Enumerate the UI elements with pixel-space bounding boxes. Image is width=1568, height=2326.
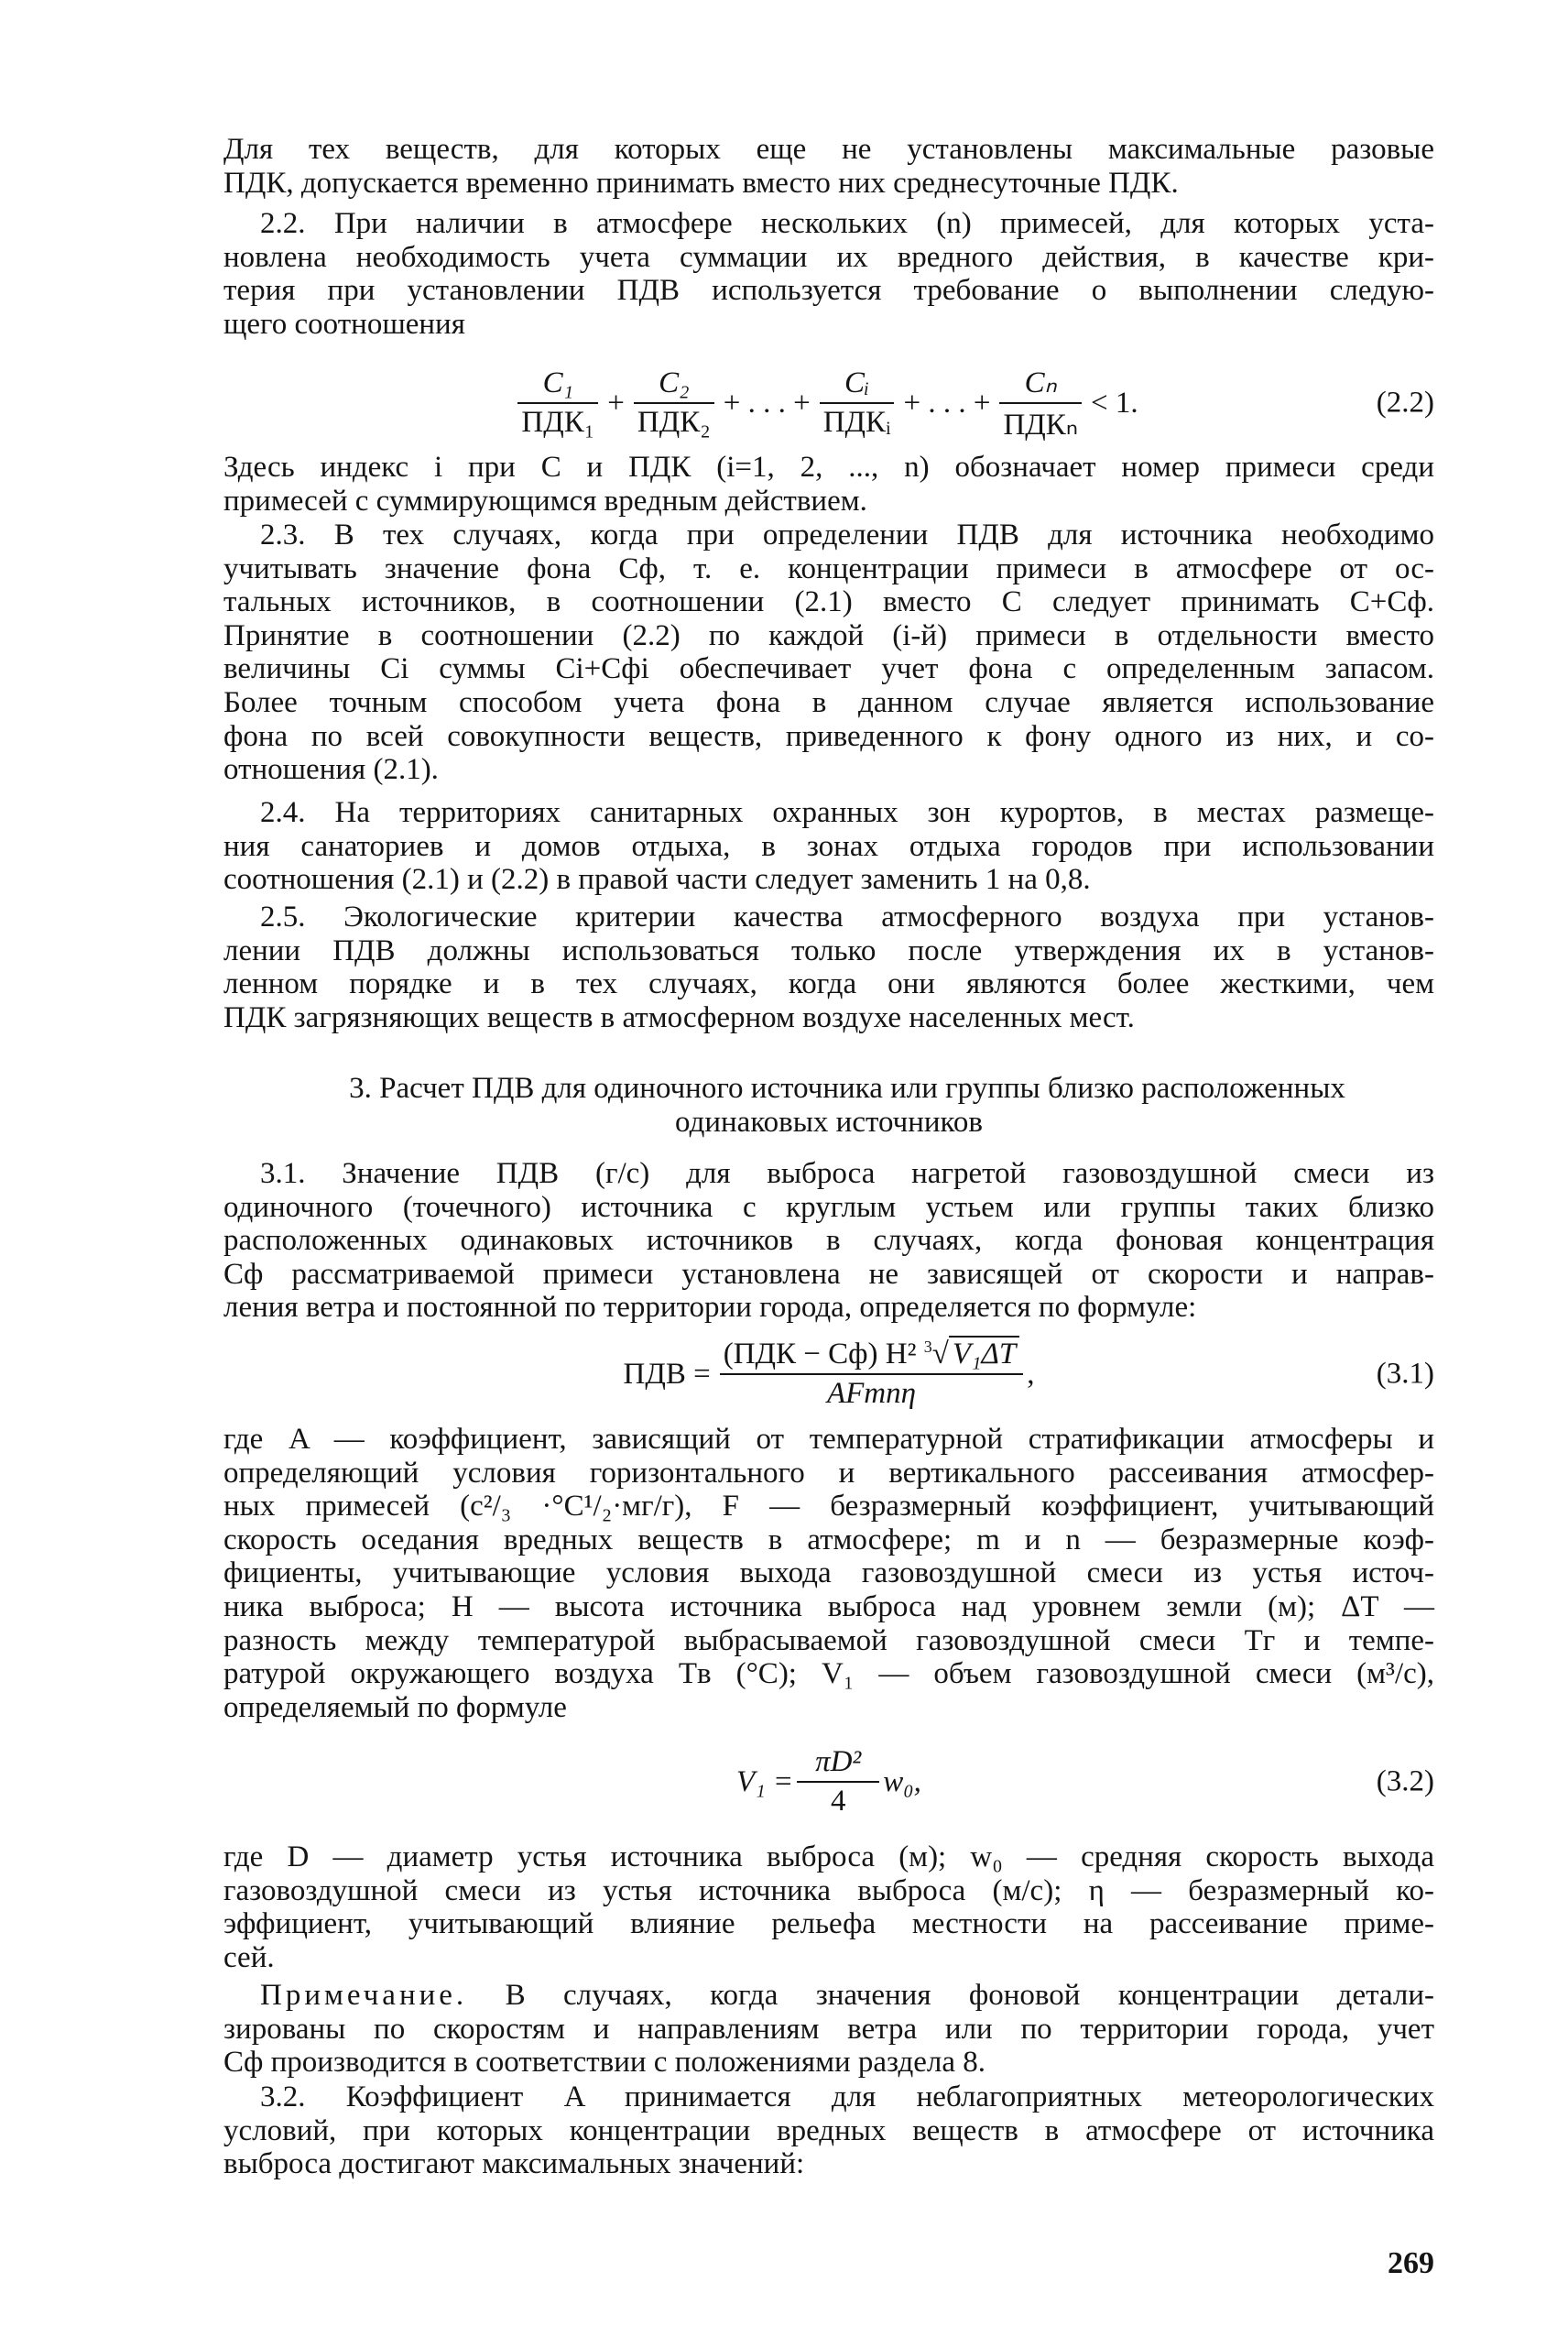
text-line: Более точным способом учета фона в данном случае является использование [223,685,1434,719]
text-line: сей. [223,1940,275,1974]
text-line: определяющий условия горизонтального и вертикального рассеивания атмосфер- [223,1456,1434,1490]
formula-3-2 [223,1745,1434,1818]
text-line: ПДК, допускается временно принимать вместо них среднесуточные ПДК. [223,166,1179,200]
numerator: πD² [815,1745,862,1778]
paragraph-1 [223,133,1434,200]
fraction [820,366,895,440]
text-line: Для тех веществ, для которых еще не установлены максимальные разовые [223,133,1434,166]
text-line: примесей с суммирующимся вредным действием. [223,484,867,518]
denominator: ПДК₁ [517,402,598,440]
paragraph-2-2 [223,207,1434,341]
text-line: Здесь индекс i при C и ПДК (i=1, 2, ..., n) обозначает номер примеси среди [223,451,1434,484]
inequality: < 1. [1090,386,1138,420]
paragraph-2-4 [223,796,1434,897]
text-line: 3. Расчет ПДВ для одиночного источника или группы близко расположенных [349,1072,1345,1105]
denominator: ПДК₂ [634,402,714,440]
text-line: ных примесей (с²/₃ ·°С¹/₂·мг/г), F — безразмерный коэффициент, учитывающий [223,1490,1434,1523]
root-body: V₁ΔT [949,1336,1019,1370]
formula-tail: w₀, [883,1764,921,1798]
text-line: где D — диаметр устья источника выброса (м); w₀ — средняя скорость выхода [223,1840,1434,1873]
text-line: ника выброса; H — высота источника выброса над уровнем земли (м); ΔT — [223,1589,1434,1623]
numerator: Cᵢ [844,366,870,399]
text-line: 3.2. Коэффициент A принимается для неблагоприятных метеорологических [260,2080,1434,2113]
formula-2-2 [223,366,1434,440]
paragraph-gde-1 [223,1423,1434,1724]
section-heading-3 [223,1072,1434,1139]
text-line: зированы по скоростям и направлениям ветра или по территории города, учет [223,2012,1434,2046]
text-line [223,1979,1434,2013]
text-line: учитывать значение фона Cф, т. е. концентрации примеси в атмосфере от ос- [223,551,1434,585]
text-line: ПДК загрязняющих веществ в атмосферном воздухе населенных мест. [223,1000,1135,1034]
fraction [720,1338,1024,1411]
text-line: определяемый по формуле [223,1690,567,1724]
text-line: Cф рассматриваемой примеси установлена не зависящей от скорости и направ- [223,1257,1434,1291]
text-line: 2.5. Экологические критерии качества атмосферного воздуха при установ- [260,901,1434,934]
denominator: ПДКᵢ [820,402,895,440]
note-paragraph [223,1979,1434,2080]
operator: + . . . + [903,386,991,420]
text-line: эффициент, учитывающий влияние рельефа местности на рассеивание приме- [223,1907,1434,1941]
denominator: 4 [797,1781,879,1818]
text-line: разность между температурой выбрасываемой газовоздушной смеси Tг и темпе- [223,1623,1434,1657]
text-line: условий, при которых концентрации вредных веществ в атмосфере от источника [223,2113,1434,2147]
text-line: 3.1. Значение ПДВ (г/с) для выброса нагретой газовоздушной смеси из [260,1157,1434,1190]
text-line: скорость оседания вредных веществ в атмосфере; m и n — безразмерные коэф- [223,1523,1434,1556]
denominator: ПДКₙ [999,402,1082,442]
paragraph-2-3 [223,519,1434,787]
text-line: новлена необходимость учета суммации их вредного действия, в качестве кри- [223,240,1434,274]
text-line: расположенных одинаковых источников в случаях, когда фоновая концентрация [223,1224,1434,1258]
text-line: ленном порядке и в тех случаях, когда они являются более жесткими, чем [223,967,1434,1001]
denominator: AFmnη [720,1373,1024,1411]
numerator: Cₙ [1024,366,1057,399]
equation-number: (3.2) [1376,1764,1434,1798]
numerator: C₂ [659,366,690,399]
text-line: фона по всей совокупности веществ, приведенного к фону одного из них, и со- [223,719,1434,753]
text-line: выброса достигают максимальных значений: [223,2147,805,2181]
note-label: Примечание. [260,1979,468,2012]
text-line: величины Ci суммы Ci+Cфi обеспечивает учет фона с определенным запасом. [223,652,1434,686]
text-line: терия при установлении ПДВ используется требование о выполнении следую- [223,274,1434,308]
operator: + [607,386,625,420]
numerator: C₁ [542,366,574,399]
text-line: отношения (2.1). [223,753,439,787]
formula-3-1 [223,1330,1434,1418]
text-line: газовоздушной смеси из устья источника выброса (м/с); η — безразмерный ко- [223,1873,1434,1907]
paragraph-zdes [223,451,1434,518]
operator: + . . . + [723,386,811,420]
numerator [720,1338,1024,1373]
text-line: Принятие в соотношении (2.2) по каждой (i-й) примеси в отдельности вместо [223,618,1434,652]
text-line: соотношения (2.1) и (2.2) в правой части следует заменить 1 на 0,8. [223,863,1091,897]
equation-number: (2.2) [1376,386,1434,420]
root-sign: √ [931,1338,949,1370]
fraction [797,1745,879,1818]
text-line: ления ветра и постоянной по территории города, определяется по формуле: [223,1291,1197,1325]
paragraph-3-2 [223,2080,1434,2181]
text-line: 2.4. На территориях санитарных охранных зон курортов, в местах размеще- [260,796,1434,829]
text-line: 2.3. В тех случаях, когда при определении ПДВ для источника необходимо [260,519,1434,551]
text-line: одиночного (точечного) источника с круглым устьем или группы таких близко [223,1190,1434,1224]
text-line: Cф производится в соответствии с положениями раздела 8. [223,2046,986,2080]
text-line: одинаковых источников [675,1105,983,1139]
text-line: ния санаториев и домов отдыха, в зонах отдыха городов при использовании [223,829,1434,863]
text-line: щего соотношения [223,307,465,341]
root-index: 3 [923,1338,932,1356]
text-line: лении ПДВ должны использоваться только после утверждения их в установ- [223,934,1434,967]
paragraph-2-5 [223,901,1434,1034]
equation-number: (3.1) [1376,1357,1434,1391]
note-text: В случаях, когда значения фоновой концентрации детали- [467,1979,1434,2012]
numerator-text: (ПДК − Cф) H² [723,1338,917,1370]
page-number: 269 [1388,2246,1434,2280]
text-line: ратурой окружающего воздуха Tв (°С); V₁ — объем газовоздушной смеси (м³/с), [223,1657,1434,1691]
formula-lhs: ПДВ = [623,1357,711,1391]
fraction [999,364,1082,442]
formula-lhs: V₁ = [736,1764,794,1798]
text-line: тальных источников, в соотношении (2.1) вместо C следует принимать C+Cф. [223,585,1434,619]
fraction [517,366,598,440]
paragraph-3-1 [223,1157,1434,1325]
text-line: фициенты, учитывающие условия выхода газовоздушной смеси из устья источ- [223,1556,1434,1590]
text-line: 2.2. При наличии в атмосфере нескольких (n) примесей, для которых уста- [260,207,1434,240]
fraction [634,366,714,440]
paragraph-gde-2 [223,1840,1434,1974]
text-line: где A — коэффициент, зависящий от температурной стратификации атмосферы и [223,1423,1434,1456]
formula-comma: , [1027,1357,1035,1391]
